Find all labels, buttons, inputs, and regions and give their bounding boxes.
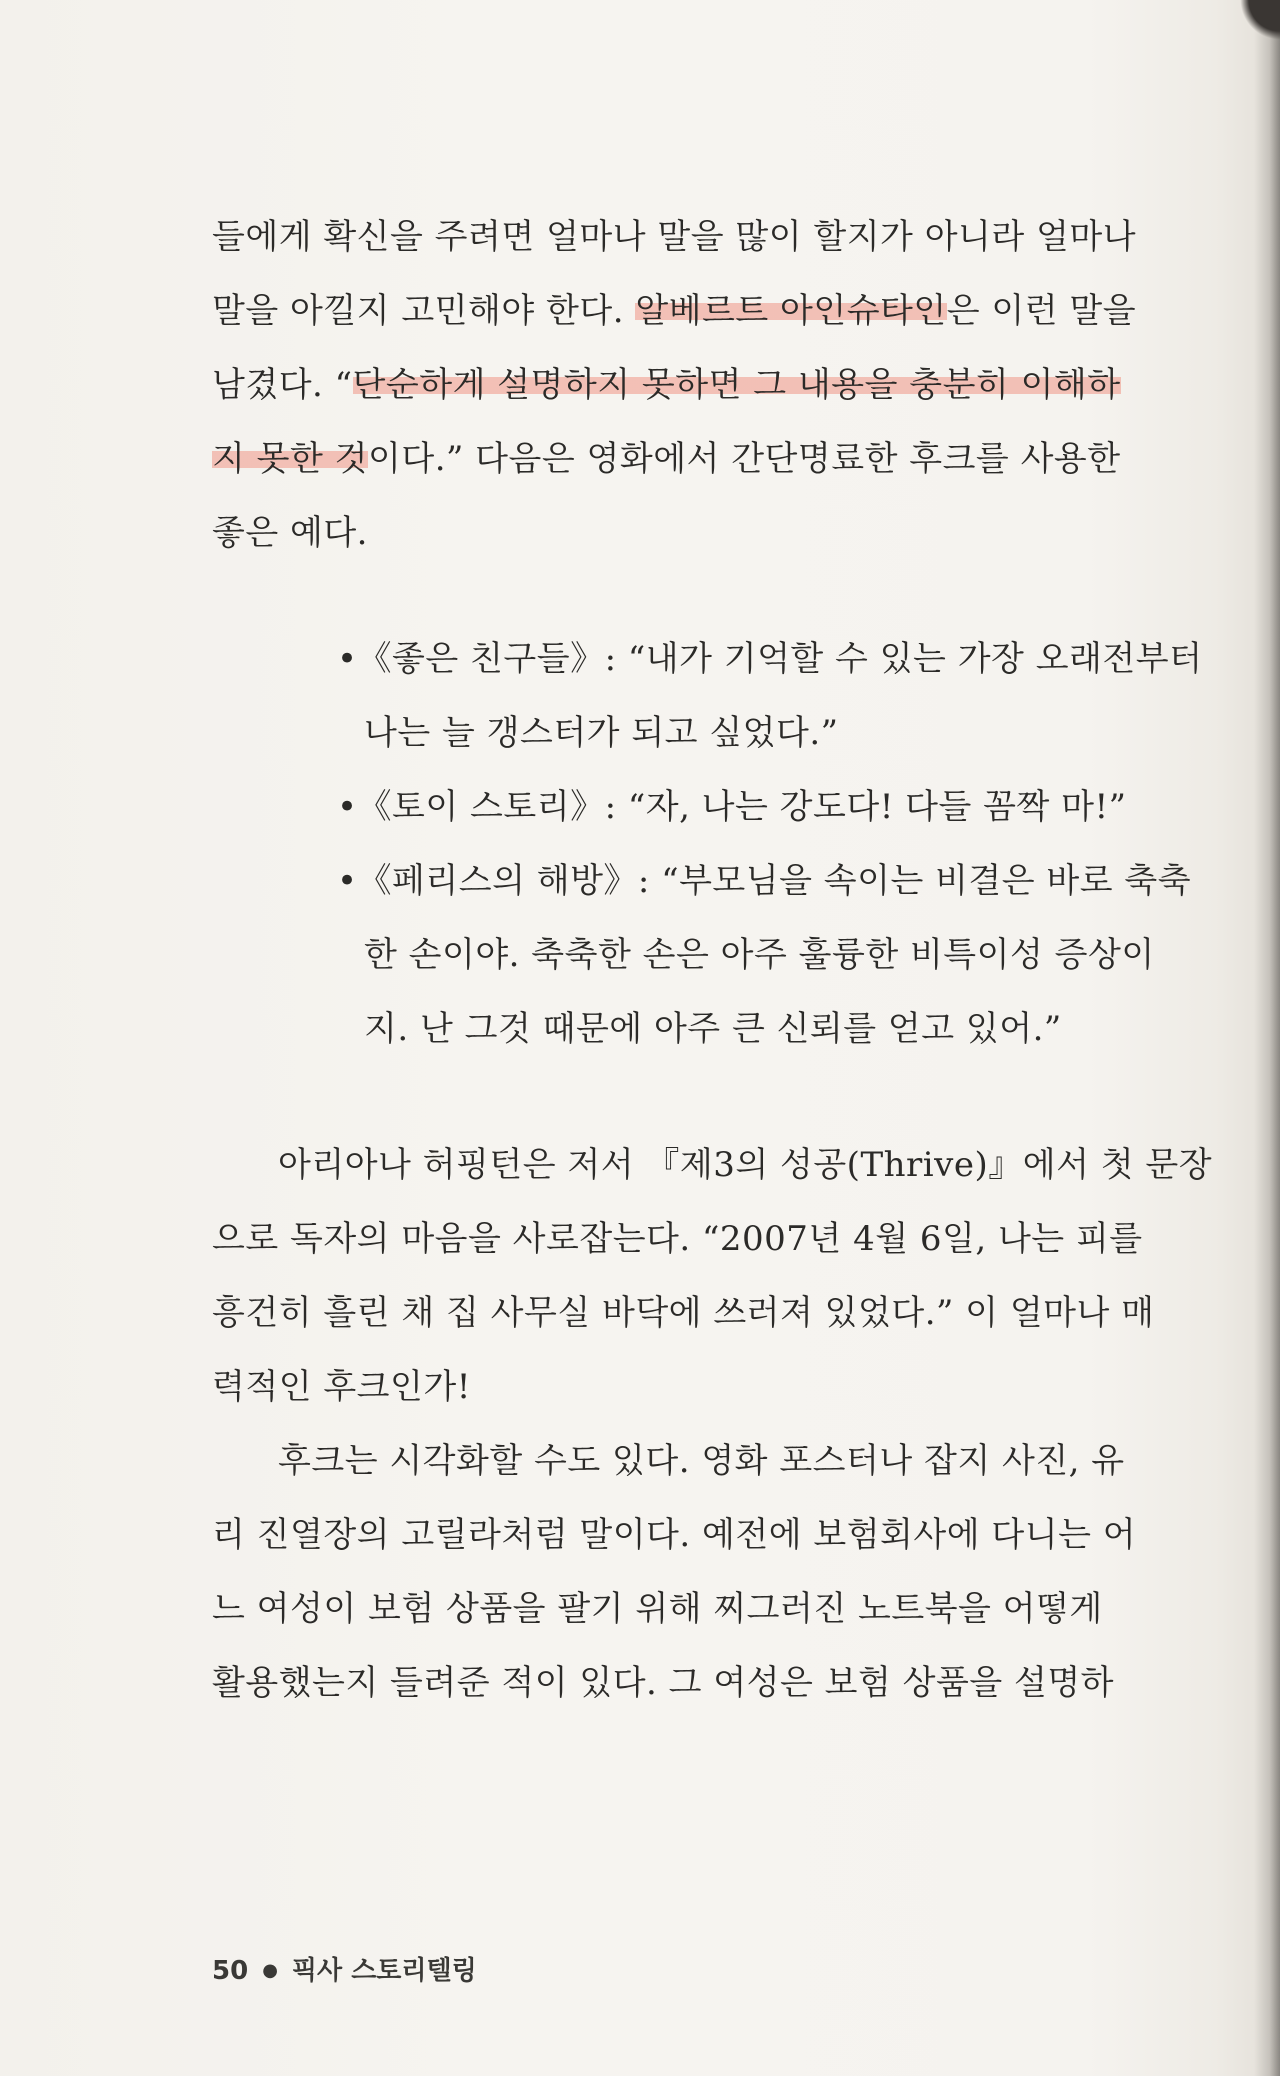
text-line: 활용했는지 들려준 적이 있다. 그 여성은 보험 상품을 설명하 <box>212 1663 1115 1703</box>
text-line: 리 진열장의 고릴라처럼 말이다. 예전에 보험회사에 다니는 어 <box>212 1515 1137 1555</box>
running-title: 픽사 스토리텔링 <box>291 1956 477 1986</box>
text-line: 지 못한 것이다.” 다음은 영화에서 간단명료한 후크를 사용한 <box>212 439 1121 479</box>
highlight-mark: 알베르트 아인슈타인 <box>635 291 947 331</box>
highlight-mark: 지 못한 것 <box>212 439 368 479</box>
quote-item-continuation: 한 손이야. 축축한 손은 아주 훌륭한 비특이성 증상이 <box>364 935 1155 975</box>
text-line: 아리아나 허핑턴은 저서 『제3의 성공(Thrive)』에서 첫 문장 <box>278 1145 1213 1185</box>
quote-item-ferris-bueller: •《페리스의 해방》: “부모님을 속이는 비결은 바로 축축 <box>337 861 1192 901</box>
quote-item-continuation: 지. 난 그것 때문에 아주 큰 신뢰를 얻고 있어.” <box>364 1009 1062 1049</box>
bullet-separator-icon: ● <box>262 1960 278 1981</box>
text-line: 말을 아낄지 고민해야 한다. 알베르트 아인슈타인은 이런 말을 <box>212 291 1137 331</box>
text-line: 느 여성이 보험 상품을 팔기 위해 찌그러진 노트북을 어떻게 <box>212 1589 1103 1629</box>
text-line: 좋은 예다. <box>212 513 368 553</box>
text-line: 흥건히 흘린 채 집 사무실 바닥에 쓰러져 있었다.” 이 얼마나 매 <box>212 1293 1155 1333</box>
quote-item-continuation: 나는 늘 갱스터가 되고 싶었다.” <box>364 713 839 753</box>
text-line: 들에게 확신을 주려면 얼마나 말을 많이 할지가 아니라 얼마나 <box>212 217 1137 257</box>
page-corner-shadow <box>1240 0 1280 40</box>
text-line: 남겼다. “단순하게 설명하지 못하면 그 내용을 충분히 이해하 <box>212 365 1121 405</box>
text-line: 력적인 후크인가! <box>212 1367 471 1407</box>
quote-item-goodfellas: •《좋은 친구들》: “내가 기억할 수 있는 가장 오래전부터 <box>337 639 1203 679</box>
page-edge-shadow <box>1254 0 1280 2076</box>
page-footer <box>212 1950 477 1987</box>
page-body <box>212 200 1213 1720</box>
text-line: 후크는 시각화할 수도 있다. 영화 포스터나 잡지 사진, 유 <box>278 1441 1125 1481</box>
page-number: 50 <box>212 1956 249 1986</box>
quote-item-toy-story: •《토이 스토리》: “자, 나는 강도다! 다들 꼼짝 마!” <box>337 787 1127 827</box>
quote-list <box>212 622 1203 1066</box>
highlight-mark: 단순하게 설명하지 못하면 그 내용을 충분히 이해하 <box>352 365 1121 405</box>
text-line: 으로 독자의 마음을 사로잡는다. “2007년 4월 6일, 나는 피를 <box>212 1219 1143 1259</box>
